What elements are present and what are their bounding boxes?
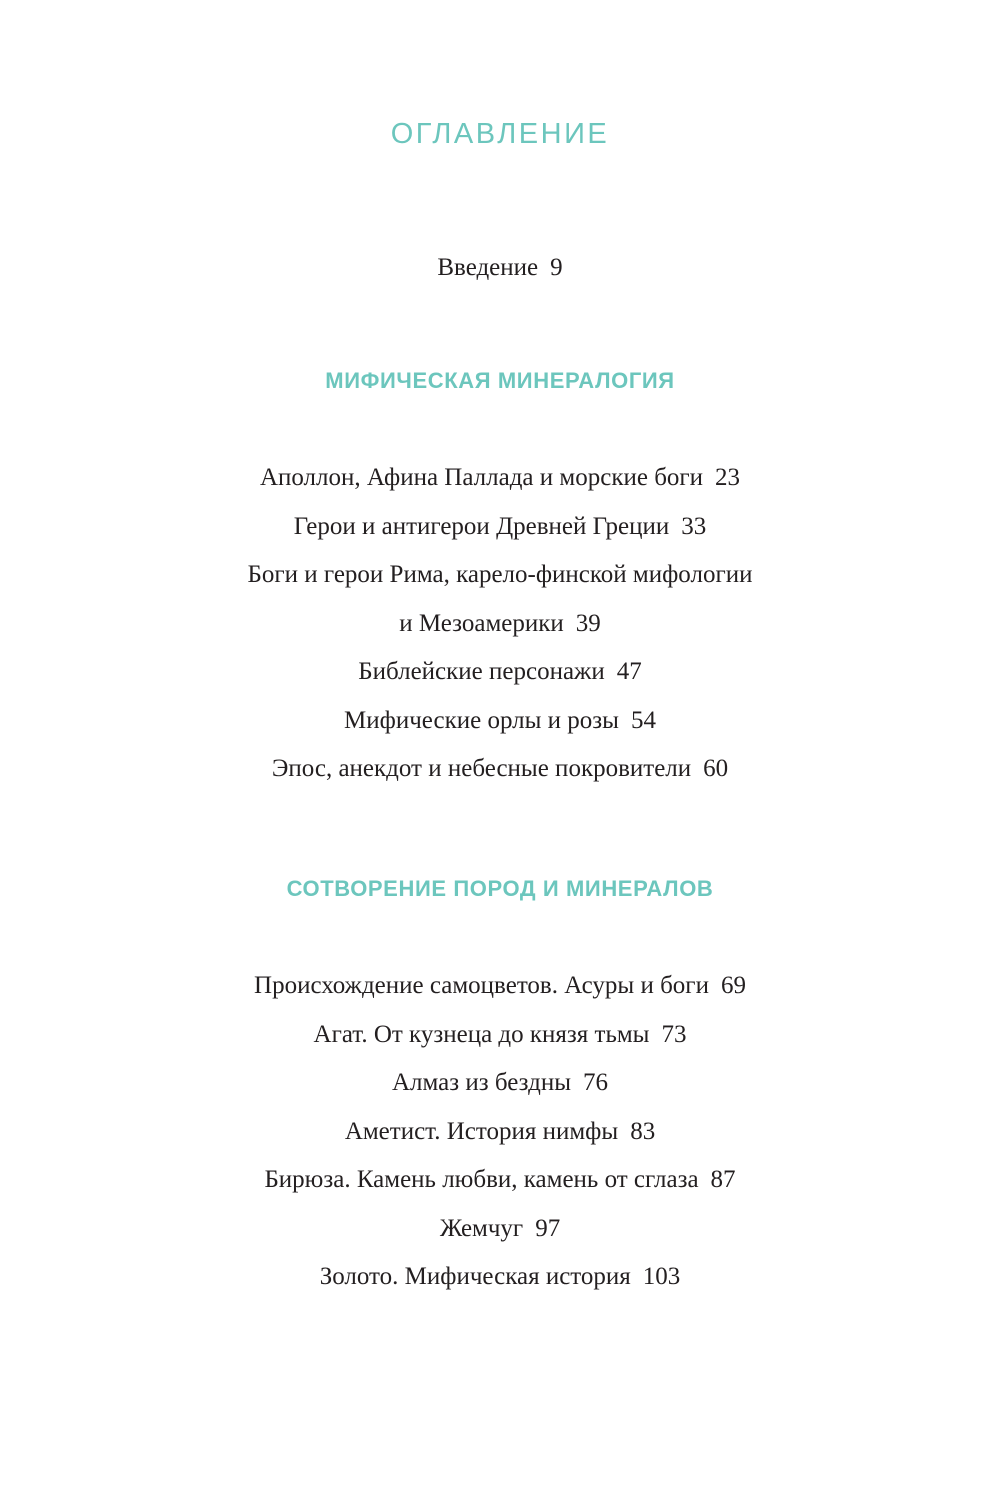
toc-entry (0, 1059, 1000, 1108)
entry-page-number: 54 (630, 706, 656, 734)
toc-entry (0, 600, 1000, 649)
entry-title: Золото. Мифическая история (319, 1263, 631, 1290)
toc-entry (0, 454, 1000, 503)
entry-page-number: 97 (535, 1214, 561, 1242)
toc-entry (0, 745, 1000, 794)
entry-page-number: 23 (715, 464, 741, 491)
toc-section-creation-of-rocks (0, 876, 1000, 1302)
toc-entry (0, 1108, 1000, 1157)
entry-title: Библейские персонажи (358, 658, 605, 685)
toc-entry (0, 1253, 1000, 1302)
section-heading: МИФИЧЕСКАЯ МИНЕРАЛОГИЯ (325, 368, 675, 393)
entry-title: Герои и антигерои Древней Греции (293, 512, 670, 540)
entry-title: Происхождение самоцветов. Асуры и боги (254, 972, 709, 999)
entry-page-number: 103 (642, 1263, 681, 1290)
entry-page-number: 47 (616, 658, 642, 685)
entry-title: Боги и герои Рима, карело-финской мифологии (247, 561, 753, 588)
entry-title: Агат. От кузнеца до князя тьмы (313, 1020, 650, 1048)
toc-entry (0, 697, 1000, 746)
entry-page-number: 60 (703, 755, 729, 782)
entry-page-number: 76 (583, 1069, 609, 1096)
entry-title: Бирюза. Камень любви, камень от сглаза (264, 1166, 699, 1193)
toc-entry (0, 1156, 1000, 1205)
entry-title: Жемчуг (439, 1214, 524, 1242)
toc-entry-list (0, 454, 1000, 794)
toc-entry (0, 648, 1000, 697)
entry-title: и Мезоамерики (399, 609, 564, 637)
entry-page-number: 87 (710, 1166, 736, 1193)
entry-page-number: 83 (630, 1117, 656, 1145)
section-heading: СОТВОРЕНИЕ ПОРОД И МИНЕРАЛОВ (286, 876, 714, 901)
entry-title: Аполлон, Афина Паллада и морские боги (259, 464, 704, 491)
toc-entry (0, 503, 1000, 552)
entry-title: Введение (437, 254, 539, 281)
toc-entry (0, 1205, 1000, 1254)
toc-entry (0, 551, 1000, 600)
entry-title: Эпос, анекдот и небесные покровители (271, 755, 692, 782)
page-title: ОГЛАВЛЕНИЕ (390, 118, 610, 150)
entry-title: Алмаз из бездны (391, 1069, 572, 1096)
entry-page-number: 33 (681, 512, 707, 540)
entry-page-number: 39 (575, 609, 601, 637)
entry-page-number: 9 (550, 254, 563, 281)
toc-section-mythical-mineralogy (0, 368, 1000, 794)
toc-entry-intro (0, 254, 1000, 282)
entry-title: Мифические орлы и розы (344, 706, 619, 734)
entry-page-number: 69 (720, 972, 746, 999)
entry-page-number: 73 (661, 1020, 687, 1048)
toc-entry (0, 962, 1000, 1011)
entry-title: Аметист. История нимфы (344, 1117, 619, 1145)
toc-entry (0, 1011, 1000, 1060)
toc-entry-list (0, 962, 1000, 1302)
